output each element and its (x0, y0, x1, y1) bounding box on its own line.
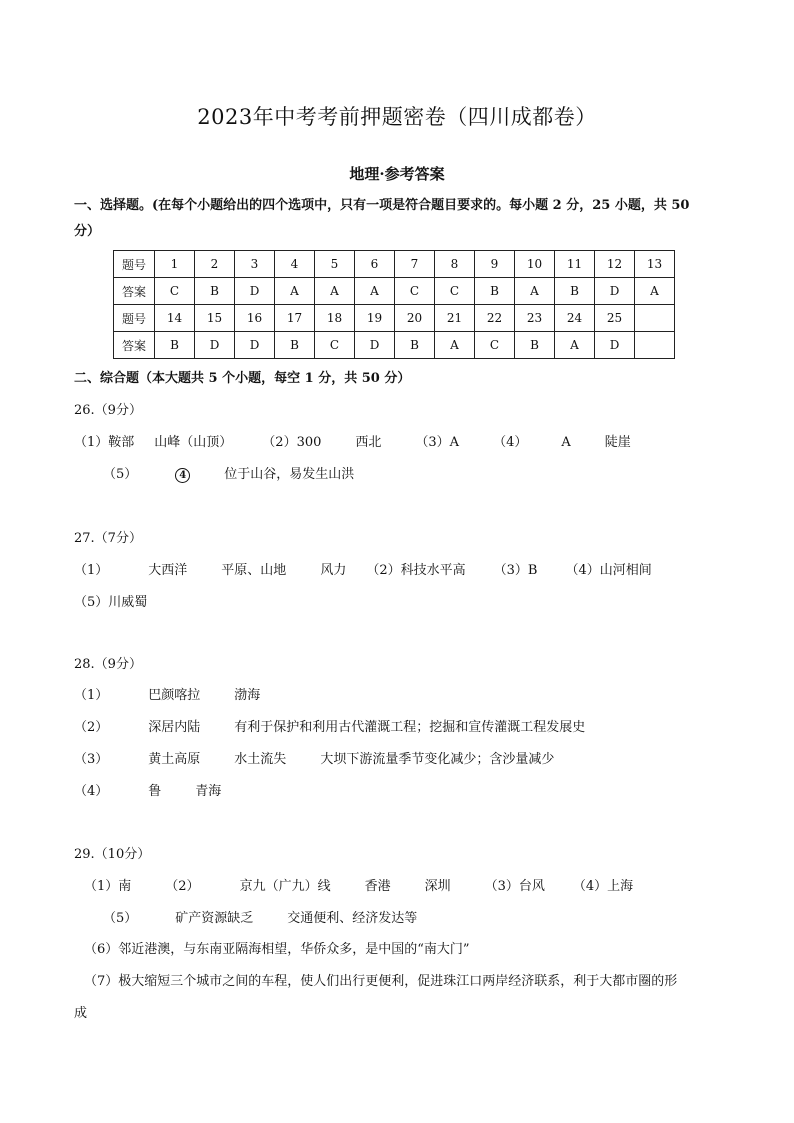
q26-answer: A (561, 435, 571, 450)
table-cell: B (155, 332, 195, 359)
q29-answer: （1）南 (84, 879, 132, 894)
q27-answer: （1） (74, 563, 109, 578)
q29-answer: 香港 (364, 879, 391, 894)
table-cell: 1 (155, 251, 195, 278)
table-cell: D (195, 332, 235, 359)
q26-answer: （1）鞍部 (74, 435, 135, 450)
table-cell: 17 (275, 305, 315, 332)
table-cell (635, 332, 675, 359)
q29-answer: 深圳 (424, 879, 451, 894)
q26-answer: （3）A (415, 435, 460, 450)
q28-answer: 有利于保护和利用古代灌溉工程；挖掘和宣传灌溉工程发展史 (234, 720, 586, 735)
section2-heading: 二、综合题（本大题共 5 个小题，每空 1 分，共 50 分） (74, 371, 411, 386)
table-cell (635, 305, 675, 332)
q26-answer: （2）300 (262, 435, 322, 450)
q29-answer-line-5: 成 (74, 1006, 88, 1021)
q28-answer-line-2 (74, 718, 585, 738)
table-cell: A (555, 332, 595, 359)
row-label: 答案 (114, 332, 155, 359)
table-cell: A (315, 278, 355, 305)
q29-answer: （2） (165, 879, 200, 894)
section1-heading (74, 193, 689, 245)
table-cell: B (555, 278, 595, 305)
table-cell: 8 (435, 251, 475, 278)
q29-answer-line-4: （7）极大缩短三个城市之间的车程，使人们出行更便利，促进珠江口两岸经济联系，利于大都市圈的形 (84, 974, 678, 989)
q28-answer-line-4 (74, 782, 221, 802)
q28-answer: （4） (74, 784, 109, 799)
table-cell: D (235, 278, 275, 305)
q26-answer: （5） (103, 467, 138, 482)
q28-answer-line-1 (74, 686, 260, 706)
answer-row-2 (114, 332, 675, 359)
table-cell: 4 (275, 251, 315, 278)
q28-answer: 黄土高原 (148, 752, 201, 767)
table-cell: 5 (315, 251, 355, 278)
table-cell: B (515, 332, 555, 359)
table-cell: A (435, 332, 475, 359)
row-label: 答案 (114, 278, 155, 305)
q28-answer: 深居内陆 (148, 720, 201, 735)
row-label: 题号 (114, 305, 155, 332)
table-cell: 6 (355, 251, 395, 278)
q29-heading: 29.（10分） (74, 847, 151, 862)
document-title: 2023年中考考前押题密卷（四川成都卷） (197, 105, 597, 129)
table-cell: C (475, 332, 515, 359)
table-cell: B (475, 278, 515, 305)
q27-answer: 平原、山地 (221, 563, 287, 578)
q28-heading: 28.（9分） (74, 657, 142, 672)
q26-answer: （4） (493, 435, 528, 450)
q26-answer: 山峰（山顶） (154, 435, 233, 450)
table-cell: 18 (315, 305, 355, 332)
q28-answer: （3） (74, 752, 109, 767)
table-cell: D (355, 332, 395, 359)
table-cell: 16 (235, 305, 275, 332)
q29-answer-line-3: （6）邻近港澳，与东南亚隔海相望，华侨众多，是中国的“南大门” (84, 942, 470, 957)
table-cell: 9 (475, 251, 515, 278)
q26-answer: 位于山谷，易发生山洪 (224, 467, 355, 482)
q28-answer: 鲁 (148, 784, 162, 799)
table-cell: C (315, 332, 355, 359)
table-cell: 21 (435, 305, 475, 332)
q27-answer: 风力 (320, 563, 347, 578)
table-cell: 14 (155, 305, 195, 332)
table-cell: B (195, 278, 235, 305)
q27-answer: （3）B (493, 563, 538, 578)
q29-answer: （4）上海 (572, 879, 634, 894)
q28-answer: 渤海 (234, 688, 261, 703)
answer-table (113, 250, 675, 359)
q27-answer: 大西洋 (148, 563, 188, 578)
q29-answer: （5） (103, 911, 138, 926)
table-cell: 11 (555, 251, 595, 278)
table-cell: 19 (355, 305, 395, 332)
q28-answer: （1） (74, 688, 109, 703)
table-cell: 22 (475, 305, 515, 332)
table-cell: 3 (235, 251, 275, 278)
table-cell: 12 (595, 251, 635, 278)
table-cell: D (595, 278, 635, 305)
question-row-1 (114, 251, 675, 278)
table-cell: 20 (395, 305, 435, 332)
row-label: 题号 (114, 251, 155, 278)
circled-number: 4 (175, 468, 190, 483)
q28-answer: （2） (74, 720, 109, 735)
table-cell: 13 (635, 251, 675, 278)
table-cell: 25 (595, 305, 635, 332)
q27-answer-line-2: （5）川威蜀 (74, 595, 148, 610)
q28-answer-line-3 (74, 750, 554, 770)
q26-heading: 26.（9分） (74, 403, 142, 418)
table-cell: B (395, 332, 435, 359)
table-cell: D (595, 332, 635, 359)
q27-answer: （2）科技水平高 (366, 563, 466, 578)
table-cell: C (435, 278, 475, 305)
q26-answer: 西北 (355, 435, 382, 450)
q28-answer: 青海 (195, 784, 222, 799)
q26-answer: 陡崖 (604, 435, 631, 450)
q27-heading: 27.（7分） (74, 531, 142, 546)
table-cell: 10 (515, 251, 555, 278)
section1-heading-line1: 一、选择题。(在每个小题给出的四个选项中，只有一项是符合题目要求的。每小题 2 分，25 小题，共 50 (74, 198, 690, 213)
table-cell: A (515, 278, 555, 305)
q27-answer: （4）山河相间 (565, 563, 652, 578)
table-cell: A (355, 278, 395, 305)
q29-answer: 矿产资源缺乏 (175, 911, 254, 926)
table-cell: 2 (195, 251, 235, 278)
q28-answer: 大坝下游流量季节变化减少；含沙量减少 (320, 752, 555, 767)
q27-answer-line-1 (74, 561, 652, 581)
table-cell: 7 (395, 251, 435, 278)
table-cell: A (635, 278, 675, 305)
section1-heading-line2: 分） (74, 224, 101, 239)
table-cell: C (395, 278, 435, 305)
table-cell: C (155, 278, 195, 305)
q26-answer-line-1 (74, 433, 631, 453)
table-cell: A (275, 278, 315, 305)
q28-answer: 巴颜喀拉 (148, 688, 201, 703)
table-cell: 23 (515, 305, 555, 332)
table-cell: 15 (195, 305, 235, 332)
q26-answer-line-2 (103, 465, 354, 485)
document-subtitle: 地理·参考答案 (349, 165, 445, 183)
table-cell: 24 (555, 305, 595, 332)
q29-answer-line-2 (103, 909, 417, 929)
q29-answer-line-1 (84, 877, 633, 897)
q29-answer: （3）台风 (484, 879, 545, 894)
q28-answer: 水土流失 (234, 752, 287, 767)
question-row-2 (114, 305, 675, 332)
answer-row-1 (114, 278, 675, 305)
q29-answer: 交通便利、经济发达等 (287, 911, 418, 926)
table-cell: D (235, 332, 275, 359)
q29-answer: 京九（广九）线 (239, 879, 331, 894)
table-cell: B (275, 332, 315, 359)
